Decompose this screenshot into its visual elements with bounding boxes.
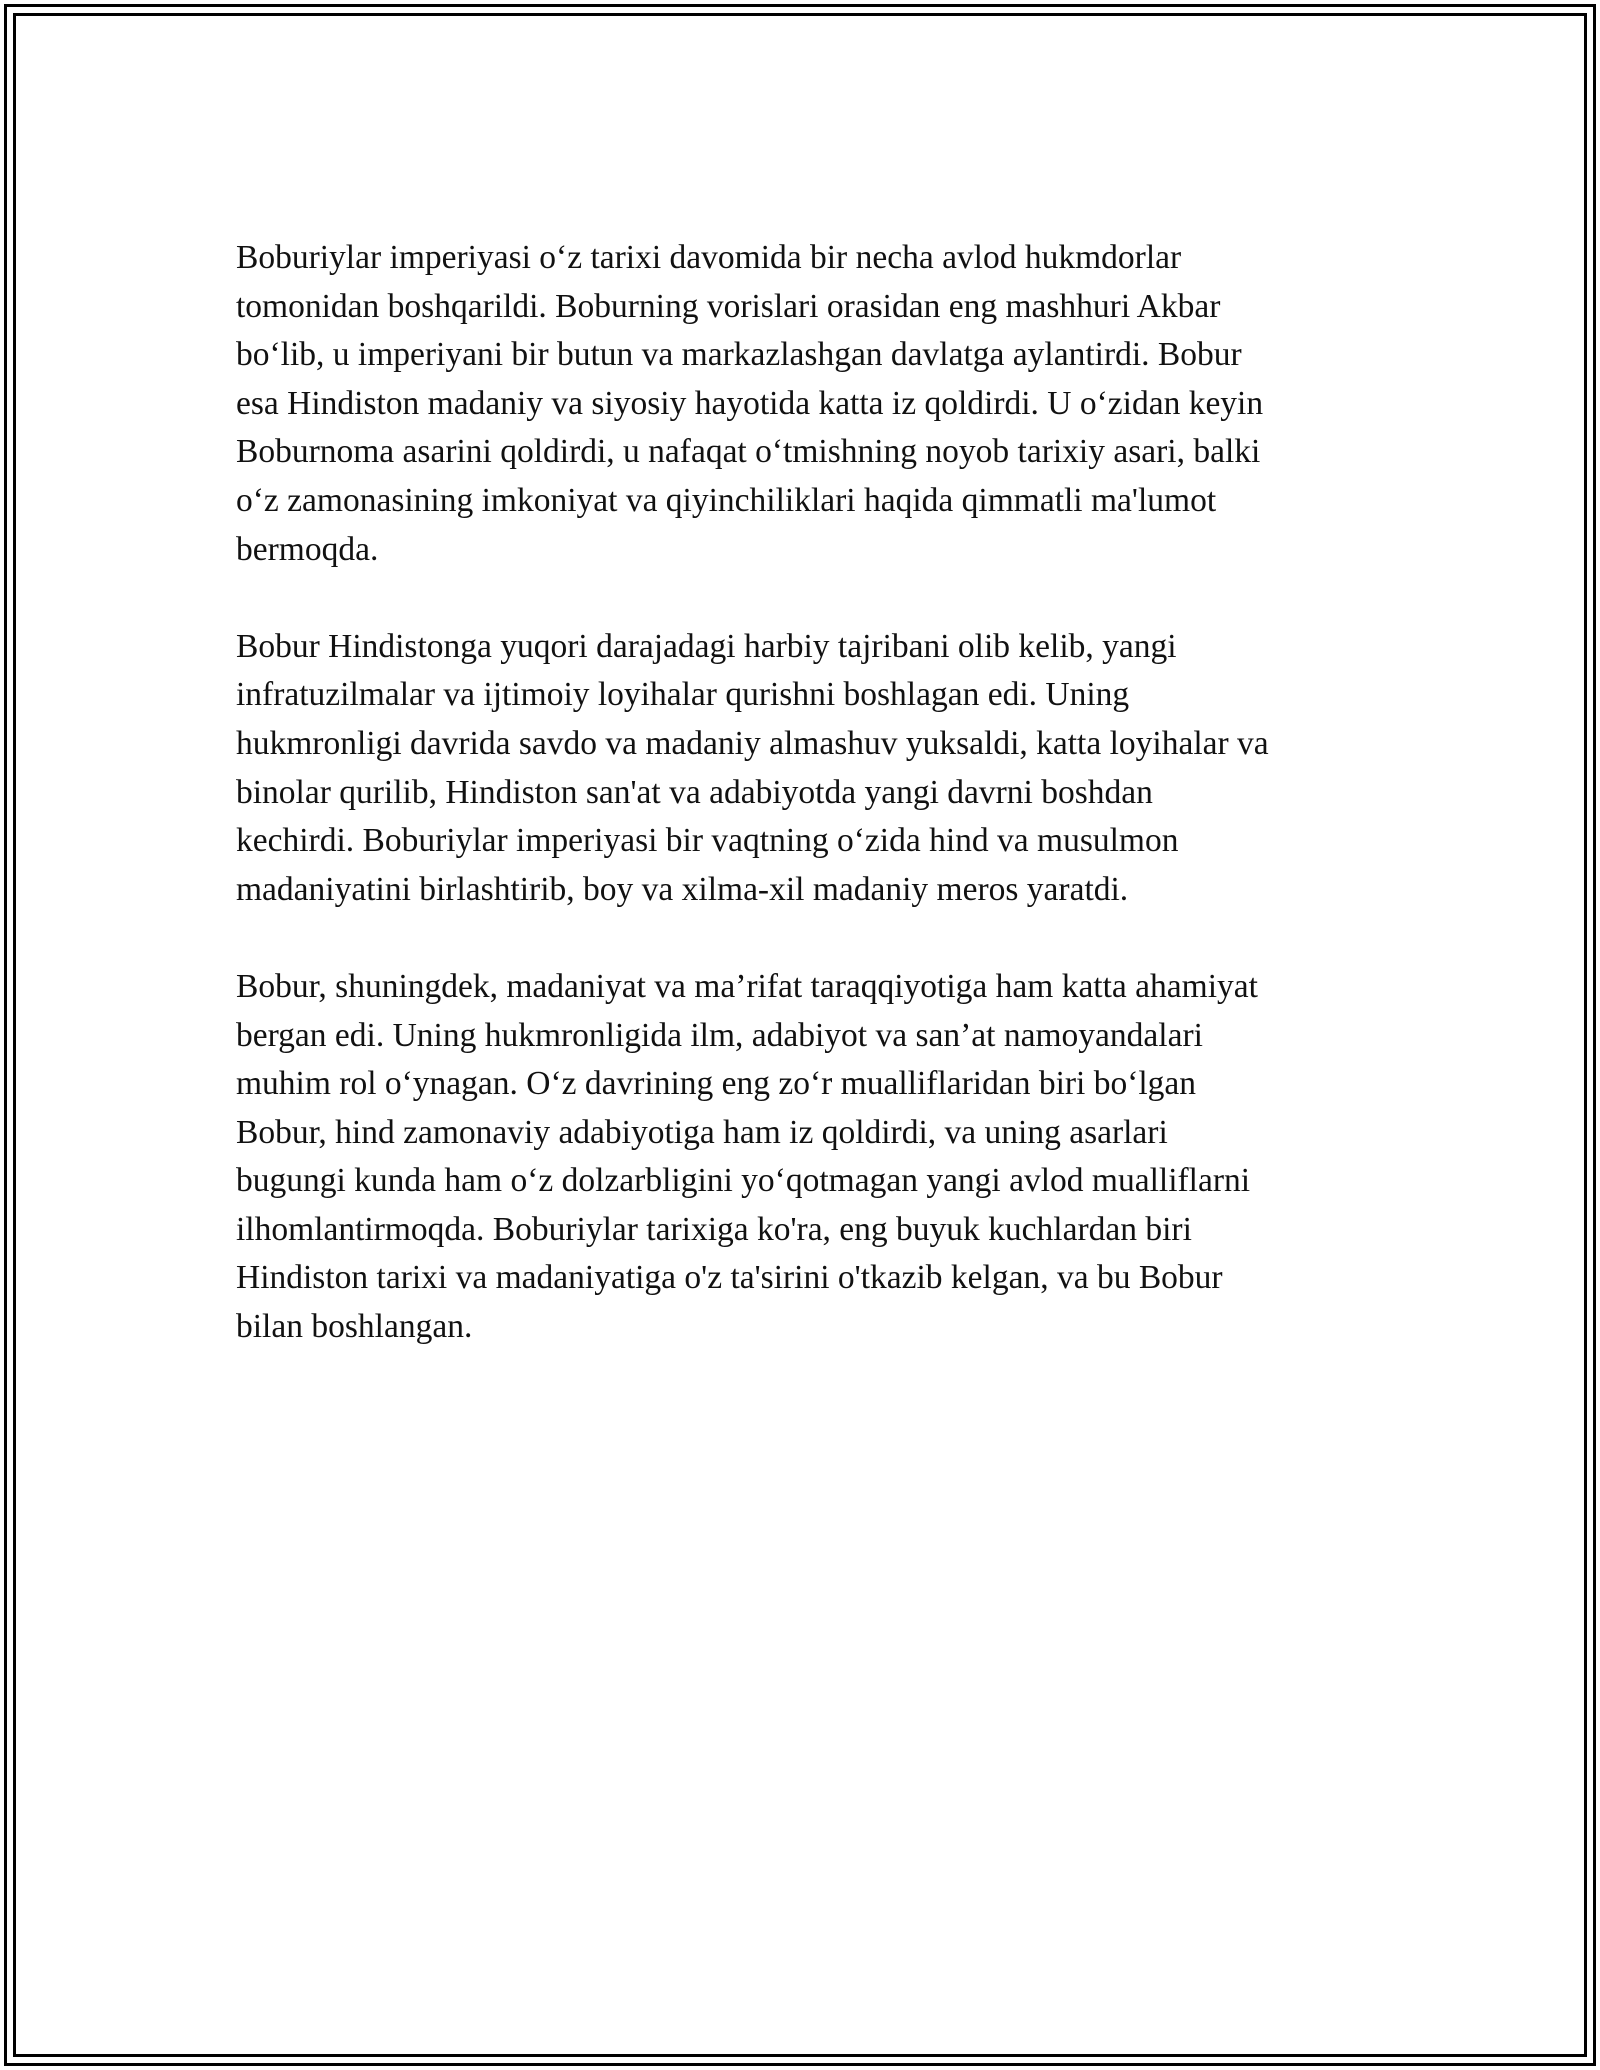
text-line: madaniyatini birlashtirib, boy va xilma-xil madaniy meros yaratdi. bbox=[236, 870, 1129, 908]
paragraph-2 bbox=[236, 623, 1376, 915]
text-line: ilhomlantirmoqda. Boburiylar tarixiga ko'ra, eng buyuk kuchlardan biri bbox=[236, 1210, 1192, 1248]
text-line: bugungi kunda ham o‘z dolzarbligini yo‘qotmagan yangi avlod mualliflarni bbox=[236, 1162, 1251, 1200]
paragraph-3 bbox=[236, 963, 1376, 1352]
text-line: bilan boshlangan. bbox=[236, 1308, 473, 1346]
text-line: kechirdi. Boburiylar imperiyasi bir vaqtning o‘zida hind va musulmon bbox=[236, 822, 1179, 860]
text-line: Hindiston tarixi va madaniyatiga o'z ta'sirini o'tkazib kelgan, va bu Bobur bbox=[236, 1259, 1223, 1297]
text-line: bermoqda. bbox=[236, 530, 379, 568]
text-line: o‘z zamonasining imkoniyat va qiyinchiliklari haqida qimmatli ma'lumot bbox=[236, 481, 1217, 519]
text-line: Boburnoma asarini qoldirdi, u nafaqat o‘tmishning noyob tarixiy asari, balki bbox=[236, 433, 1261, 471]
text-line: hukmronligi davrida savdo va madaniy almashuv yuksaldi, katta loyihalar va bbox=[236, 724, 1269, 762]
text-line: binolar qurilib, Hindiston san'at va adabiyotda yangi davrni boshdan bbox=[236, 773, 1153, 811]
text-line: infratuzilmalar va ijtimoiy loyihalar qurishni boshlagan edi. Uning bbox=[236, 676, 1130, 714]
text-line: Bobur, shuningdek, madaniyat va ma’rifat taraqqiyotiga ham katta ahamiyat bbox=[236, 967, 1258, 1005]
text-line: Bobur, hind zamonaviy adabiyotiga ham iz qoldirdi, va uning asarlari bbox=[236, 1113, 1168, 1151]
text-line: Bobur Hindistonga yuqori darajadagi harbiy tajribani olib kelib, yangi bbox=[236, 627, 1177, 665]
text-line: bergan edi. Uning hukmronligida ilm, adabiyot va san’at namoyandalari bbox=[236, 1016, 1203, 1054]
text-line: muhim rol o‘ynagan. O‘z davrining eng zo‘r mualliflaridan biri bo‘lgan bbox=[236, 1065, 1197, 1103]
document-body bbox=[236, 234, 1376, 1400]
text-line: bo‘lib, u imperiyani bir butun va markazlashgan davlatga aylantirdi. Bobur bbox=[236, 336, 1242, 374]
paragraph-1 bbox=[236, 234, 1376, 574]
text-line: tomonidan boshqarildi. Boburning vorislari orasidan eng mashhuri Akbar bbox=[236, 287, 1221, 325]
text-line: esa Hindiston madaniy va siyosiy hayotida katta iz qoldirdi. U o‘zidan keyin bbox=[236, 384, 1264, 422]
text-line: Boburiylar imperiyasi o‘z tarixi davomida bir necha avlod hukmdorlar bbox=[236, 239, 1182, 276]
